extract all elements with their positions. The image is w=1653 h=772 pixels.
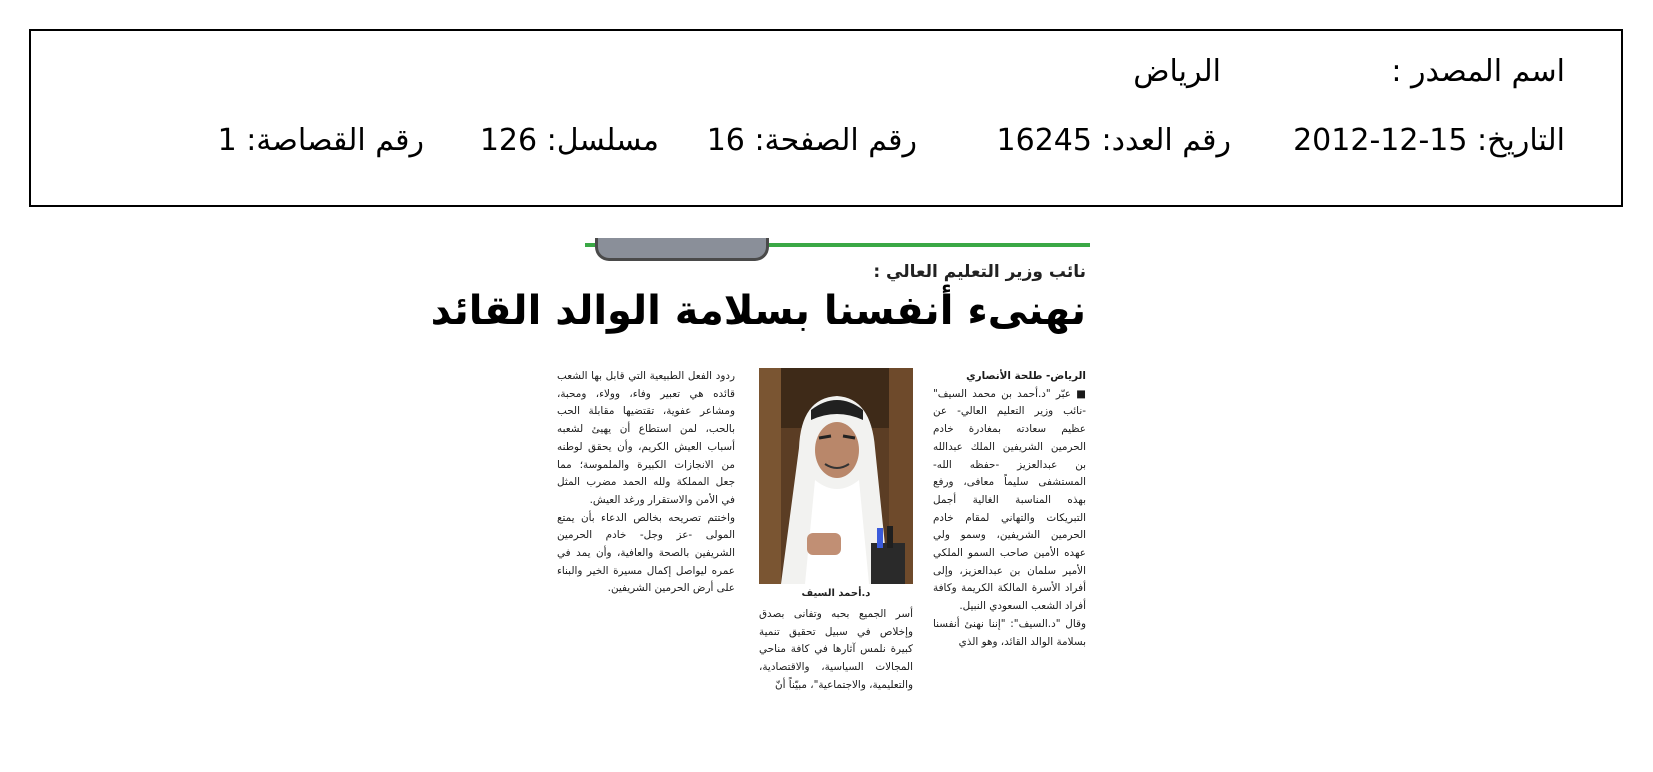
article-byline: الرياض- طلحة الأنصاري <box>966 370 1086 382</box>
source-label: اسم المصدر : <box>1391 54 1565 89</box>
article-column-left <box>557 368 735 753</box>
source-value: الرياض <box>1133 54 1221 89</box>
newspaper-clipping <box>430 238 1090 753</box>
photo-caption: د.أحمد السيف <box>801 588 871 599</box>
date-field: التاريخ: 15-12-2012 <box>1293 123 1565 158</box>
article-column-middle <box>759 606 913 753</box>
article-headline: نهنىء أنفسنا بسلامة الوالد القائد <box>430 288 1086 334</box>
article-paragraph: ردود الفعل الطبيعية التي قابل بها الشعب قائده هي تعبير وفاء، وولاء، ومحبة، ومشاعر عفوية، تقتضيها مقابلة الحب بالحب، لمن استطاع أن يهيئ لشعبه أسباب العيش الكريم، وأن يحقق لوطنه من الانجازات الكبيرة والملموسة؛ مما جعل المملكة ولله الحمد مضرب المثل في الأمن والاستقرار ورغد العيش. <box>557 370 735 506</box>
serial-field: مسلسل: 126 <box>479 123 659 158</box>
cropped-top-photo <box>595 238 769 261</box>
article-paragraph: وقال "د.السيف": "إننا نهنئ أنفسنا بسلامة الوالد القائد، وهو الذي <box>933 617 1086 648</box>
page-number-field: رقم الصفحة: 16 <box>706 123 917 158</box>
article-column-right <box>933 368 1086 753</box>
clipping-number-field: رقم القصاصة: 1 <box>217 123 424 158</box>
article-paragraph: أسر الجميع بحبه وتفانى بصدق وإخلاص في سبيل تحقيق تنمية كبيرة نلمس آثارها في كافة مناحي المجالات السياسية، والاقتصادية، والتعليمية، والاجتماعية"، مبيّناً أنّ <box>759 608 913 691</box>
article-paragraph: ■ عبّر "د.أحمد بن محمد السيف" -نائب وزير التعليم العالي- عن عظيم سعادته بمغادرة خادم الحرمين الشريفين الملك عبدالله بن عبدالعزيز -حفظه الله- المستشفى سليماً معافى، ورفع بهذه المناسبة الغالية أجمل التبريكات والتهاني لمقام خادم الحرمين الشريفين، وسمو ولي عهده الأمين صاحب السمو الملكي الأمير سلمان بن عبدالعزيز، وإلى أفراد الأسرة المالكة الكريمة وكافة أفراد الشعب السعودي النبيل. <box>933 387 1086 613</box>
clipping-info-box <box>29 29 1623 207</box>
article-paragraph: واختتم تصريحه بخالص الدعاء بأن يمتع المولى -عز وجل- خادم الحرمين الشريفين بالصحة والعافية، وأن يمد في عمره ليواصل إكمال مسيرة الخير والبناء على أرض الحرمين الشريفين. <box>557 511 735 595</box>
issue-number-field: رقم العدد: 16245 <box>996 123 1231 158</box>
article-kicker: نائب وزير التعليم العالي : <box>873 262 1086 282</box>
portrait-photo <box>759 368 913 584</box>
